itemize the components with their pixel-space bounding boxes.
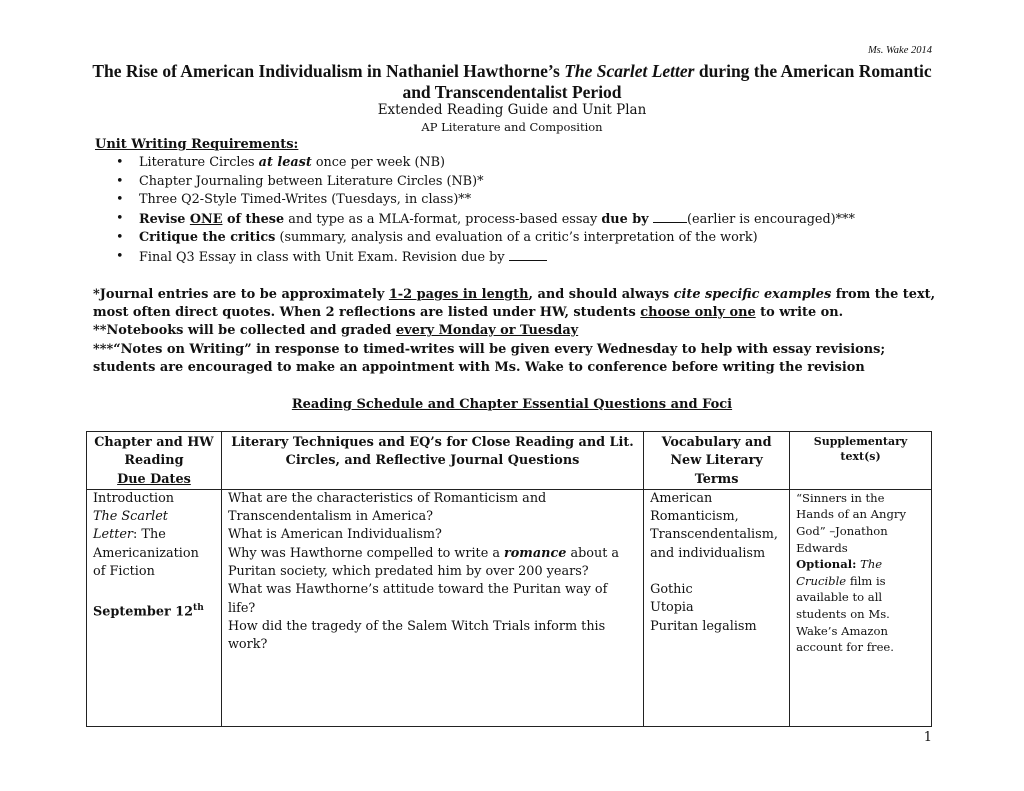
- requirement-item: • Three Q2-Style Timed-Writes (Tuesdays, in class)**: [116, 191, 855, 210]
- requirement-item: • Critique the critics (summary, analysis and evaluation of a critic’s interpretation of the work): [116, 229, 855, 248]
- page-number: 1: [923, 730, 932, 745]
- schedule-table: [86, 431, 932, 727]
- note-line: students are encouraged to make an appointment with Ms. Wake to conference before writing the revision: [93, 359, 865, 375]
- supplementary-cell: “Sinners in the Hands of an Angry God” –Jonathon Edwards Optional: The Crucible film is available to all students on Ms. Wake’s Amazon account for free.: [790, 489, 932, 726]
- course-name: AP Literature and Composition: [421, 120, 603, 134]
- requirement-item: • Revise ONE of these and type as a MLA-format, process-based essay due by (earlier is encouraged)***: [116, 210, 855, 230]
- requirements-heading: Unit Writing Requirements:: [95, 137, 299, 152]
- header-techniques: Literary Techniques and EQ’s for Close Reading and Lit. Circles, and Reflective Journal Questions: [221, 432, 643, 490]
- schedule-heading: Reading Schedule and Chapter Essential Questions and Foci: [291, 397, 733, 412]
- document-title: The Rise of American Individualism in Nathaniel Hawthorne’s The Scarlet Letter during the American Romantic and Transcendentalist Period: [92, 61, 932, 102]
- requirement-item: • Chapter Journaling between Literature Circles (NB)*: [116, 173, 855, 192]
- blank-line: [653, 210, 687, 223]
- requirement-item: • Final Q3 Essay in class with Unit Exam. Revision due by: [116, 248, 855, 268]
- due-date: September 12th: [93, 603, 204, 620]
- vocabulary-cell: American Romanticism, Transcendentalism, and individualism Gothic Utopia Puritan legalism: [644, 489, 790, 726]
- chapter-cell: Introduction The Scarlet Letter: The Americanization of Fiction September 12th: [87, 489, 222, 726]
- table-row: [87, 489, 932, 726]
- note-line: ***“Notes on Writing” in response to timed-writes will be given every Wednesday to help with essay revisions;: [93, 341, 886, 357]
- blank-line: [509, 248, 547, 261]
- header-chapter: Chapter and HW Reading Due Dates: [87, 432, 222, 490]
- table-header-row: [87, 432, 932, 490]
- document-subtitle: Extended Reading Guide and Unit Plan: [377, 102, 647, 118]
- note-line: most often direct quotes. When 2 reflections are listed under HW, students choose only one to write on.: [93, 305, 844, 321]
- header-supplementary: Supplementary text(s): [790, 432, 932, 490]
- header-vocabulary: Vocabulary and New Literary Terms: [644, 432, 790, 490]
- author-note: Ms. Wake 2014: [867, 45, 932, 56]
- requirements-list: [116, 154, 855, 268]
- notes-block: [93, 286, 943, 377]
- note-line: **Notebooks will be collected and graded every Monday or Tuesday: [93, 323, 579, 339]
- note-line: *Journal entries are to be approximately 1-2 pages in length, and should always cite specific examples from the text,: [93, 287, 936, 302]
- questions-cell: What are the characteristics of Romanticism and Transcendentalism in America? What is American Individualism? Why was Hawthorne compelled to write a romance about a Puritan society, which predated him by over 200 years? What was Hawthorne’s attitude toward the Puritan way of life? How did the tragedy of the Salem Witch Trials inform this work?: [221, 489, 643, 726]
- requirement-item: • Literature Circles at least once per week (NB): [116, 154, 855, 173]
